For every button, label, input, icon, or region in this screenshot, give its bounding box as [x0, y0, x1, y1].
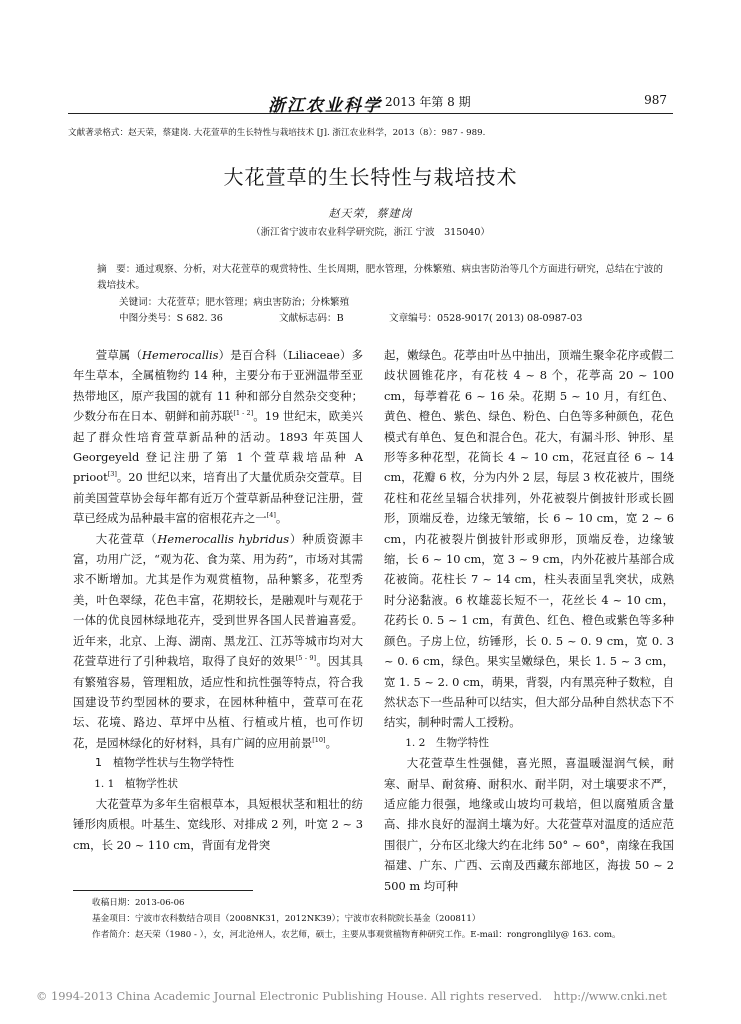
paragraph: 大花萱草生性强健，喜光照，喜温暖湿润气候，耐寒、耐旱、耐贫瘠、耐积水、耐半阴，对土壤要求不严，适应能力很强，地缘或山坡均可栽培，但以腐殖质含量高、排水良好的湿润土壤为好。大花萱草对温度的适应范围很广，分布区北缘大约在北纬 50° ~ 60°，南缘在我国福建、广东、广西、云南及西藏东部地区，海拔 50 ~ 2 500 m 均可种 [384, 756, 674, 893]
classification-line [119, 310, 582, 324]
latin-species: Hemerocallis hybridus [157, 531, 290, 546]
subsection-heading: 1. 2 生物学特性 [405, 736, 489, 749]
keywords-text: 大花萱草；肥水管理；病虫害防治；分株繁殖 [157, 297, 350, 308]
subsection-heading: 1. 1 植物学性状 [94, 777, 178, 790]
reference-mark: [3] [107, 470, 117, 479]
latin-genus: Hemerocallis [142, 348, 219, 362]
paragraph: 大花萱草（Hemerocallis hybridus）种质资源丰富，功用广泛，“观为花、食为菜、用为药”，市场对其需求不断增加。尤其是作为观赏植物，品种繁多，花型秀美，叶色翠绿，花色丰富，花期较长，是融观叶与观花于一体的优良园林绿地花卉，受到世界各国人民普遍喜爱。近年来，北京、上海、湖南、黑龙江、江苏等城市均对大花萱草进行了引种栽培，取得了良好的效果[5 - 9]。因其具有繁殖容易，管理粗放，适应性和抗性强等特点，符合我国建设节约型园林的要求，在园林种植中，萱草可在花坛、花境、路边、草坪中丛植、行植或片植，也可作切花，是园林绿化的好材料，具有广阔的应用前景[10]。 [73, 531, 363, 750]
clc-label: 中图分类号： [119, 313, 177, 324]
keywords-label: 关键词： [119, 297, 158, 308]
citation-format: 文献著录格式：赵天荣，蔡建岗. 大花萱草的生长特性与栽培技术 [J]. 浙江农业科学，2013（8）：987 - 989. [68, 128, 486, 138]
paragraph: 大花萱草为多年生宿根草本，具短根状茎和粗壮的纺锤形肉质根。叶基生、宽线形、对排成 2 列，叶宽 2 ~ 3 cm，长 20 ~ 110 cm，背面有龙骨突 [73, 796, 363, 852]
abstract [97, 262, 669, 294]
keywords [119, 294, 349, 308]
footnote-author: 作者简介：赵天荣（1980 - ），女，河北沧州人，农艺师，硕士，主要从事观赏植物育种研究工作。E-mail：rongronglily@ 163. com。 [92, 930, 621, 940]
clc-value: S 682. 36 [176, 313, 223, 324]
copyright-notice: © 1994-2013 China Academic Journal Electronic Publishing House. All rights reserved. http://www.cnki.net [36, 989, 667, 1003]
reference-mark: [4] [266, 511, 276, 520]
authors: 赵天荣，蔡建岗 [328, 207, 413, 220]
paragraph: 萱草属（Hemerocallis）是百合科（Liliaceae）多年生草本，全属植物约 14 种，主要分布于亚洲温带至亚热带地区，原产我国的就有 11 种和部分自然杂交变种；少数分布在日本、朝鲜和前苏联[1 - 2]。19 世纪末，欧美兴起了群众性培育萱草新品种的活动。1893 年英国人 Georgeyeld 登记注册了第 1 个萱草栽培品种 A prioot[3]。20 世纪以来，培育出了大量优质杂交萱草。目前美国萱草协会每年都有近万个萱草新品种登记注册，萱草已经成为品种最丰富的宿根花卉之一[4]。 [73, 348, 364, 526]
journal-name: 浙江农业科学 [268, 96, 382, 116]
footnote-received: 收稿日期：2013-06-06 [92, 898, 185, 908]
reference-mark: [1 - 2] [233, 409, 254, 418]
doc-code-value: B [336, 313, 344, 324]
reference-mark: [5 - 9] [295, 654, 317, 663]
left-column [73, 345, 363, 855]
right-column [384, 345, 674, 896]
section-heading: 1 植物学性状与生物学特性 [95, 756, 234, 770]
paragraph: 起，嫩绿色。花葶由叶丛中抽出，顶端生聚伞花序或假二歧状圆锥花序，有花枝 4 ~ 8 个，花葶高 20 ~ 100 cm，每葶着花 6 ~ 16 朵。花期 5 ~ 10 月，有红色、黄色、橙色、紫色、绿色、粉色、白色等多种颜色，花色模式有单色、复色和混合色。花大，有漏斗形、钟形、星形等多种花型，花筒长 4 ~ 10 cm，花冠直径 6 ~ 14 cm，花瓣 6 枚，分为内外 2 层，每层 3 枚花被片，围绕花柱和花丝呈辐合状排列，外花被裂片倒披针形或长圆形，顶端反卷，边缘无皱缩，长 6 ~ 10 cm，宽 2 ~ 6 cm，内花被裂片倒披针形或卵形，顶端反卷，边缘皱缩，长 6 ~ 10 cm，宽 3 ~ 9 cm，内外花被片基部合成花被筒。花柱长 7 ~ 14 cm，柱头表面呈乳突状，成熟时分泌黏液。6 枚雄蕊长短不一，花丝长 4 ~ 10 cm，花药长 0. 5 ~ 1 cm，有黄色、红色、橙色或紫色等多种颜色。子房上位，纺锤形，长 0. 5 ~ 0. 9 cm，宽 0. 3 ~ 0. 6 cm，绿色。果实呈嫩绿色，果长 1. 5 ~ 3 cm，宽 1. 5 ~ 2. 0 cm，萌果，背裂，内有黑亮种子数粒，自然状态下一些品种可以结实，但大部分品种自然状态下不结实，制种时需人工授粉。 [384, 348, 674, 730]
doc-code-label: 文献标志码： [279, 313, 337, 324]
page-number: 987 [644, 93, 667, 107]
footnote-fund: 基金项目：宁波市农科数结合项目（2008NK31，2012NK39）；宁波市农科院院长基金（200811） [92, 914, 481, 924]
issue-label: 2013 年第 8 期 [385, 95, 471, 109]
footnote-divider [73, 890, 253, 891]
article-number-value: 0528-9017( 2013) 08-0987-03 [436, 313, 583, 324]
article-title: 大花萱草的生长特性与栽培技术 [223, 165, 518, 189]
abstract-label: 摘 要： [97, 264, 136, 275]
article-number-label: 文章编号： [389, 313, 437, 324]
affiliation: （浙江省宁波市农业科学研究院，浙江 宁波 315040） [251, 227, 490, 238]
header-divider [68, 113, 673, 114]
reference-mark: [10] [312, 735, 326, 744]
abstract-text: 通过观察、分析，对大花萱草的观赏特性、生长周期，肥水管理，分株繁殖、病虫害防治等几个方面进行研究，总结在宁波的栽培技术。 [97, 264, 664, 291]
